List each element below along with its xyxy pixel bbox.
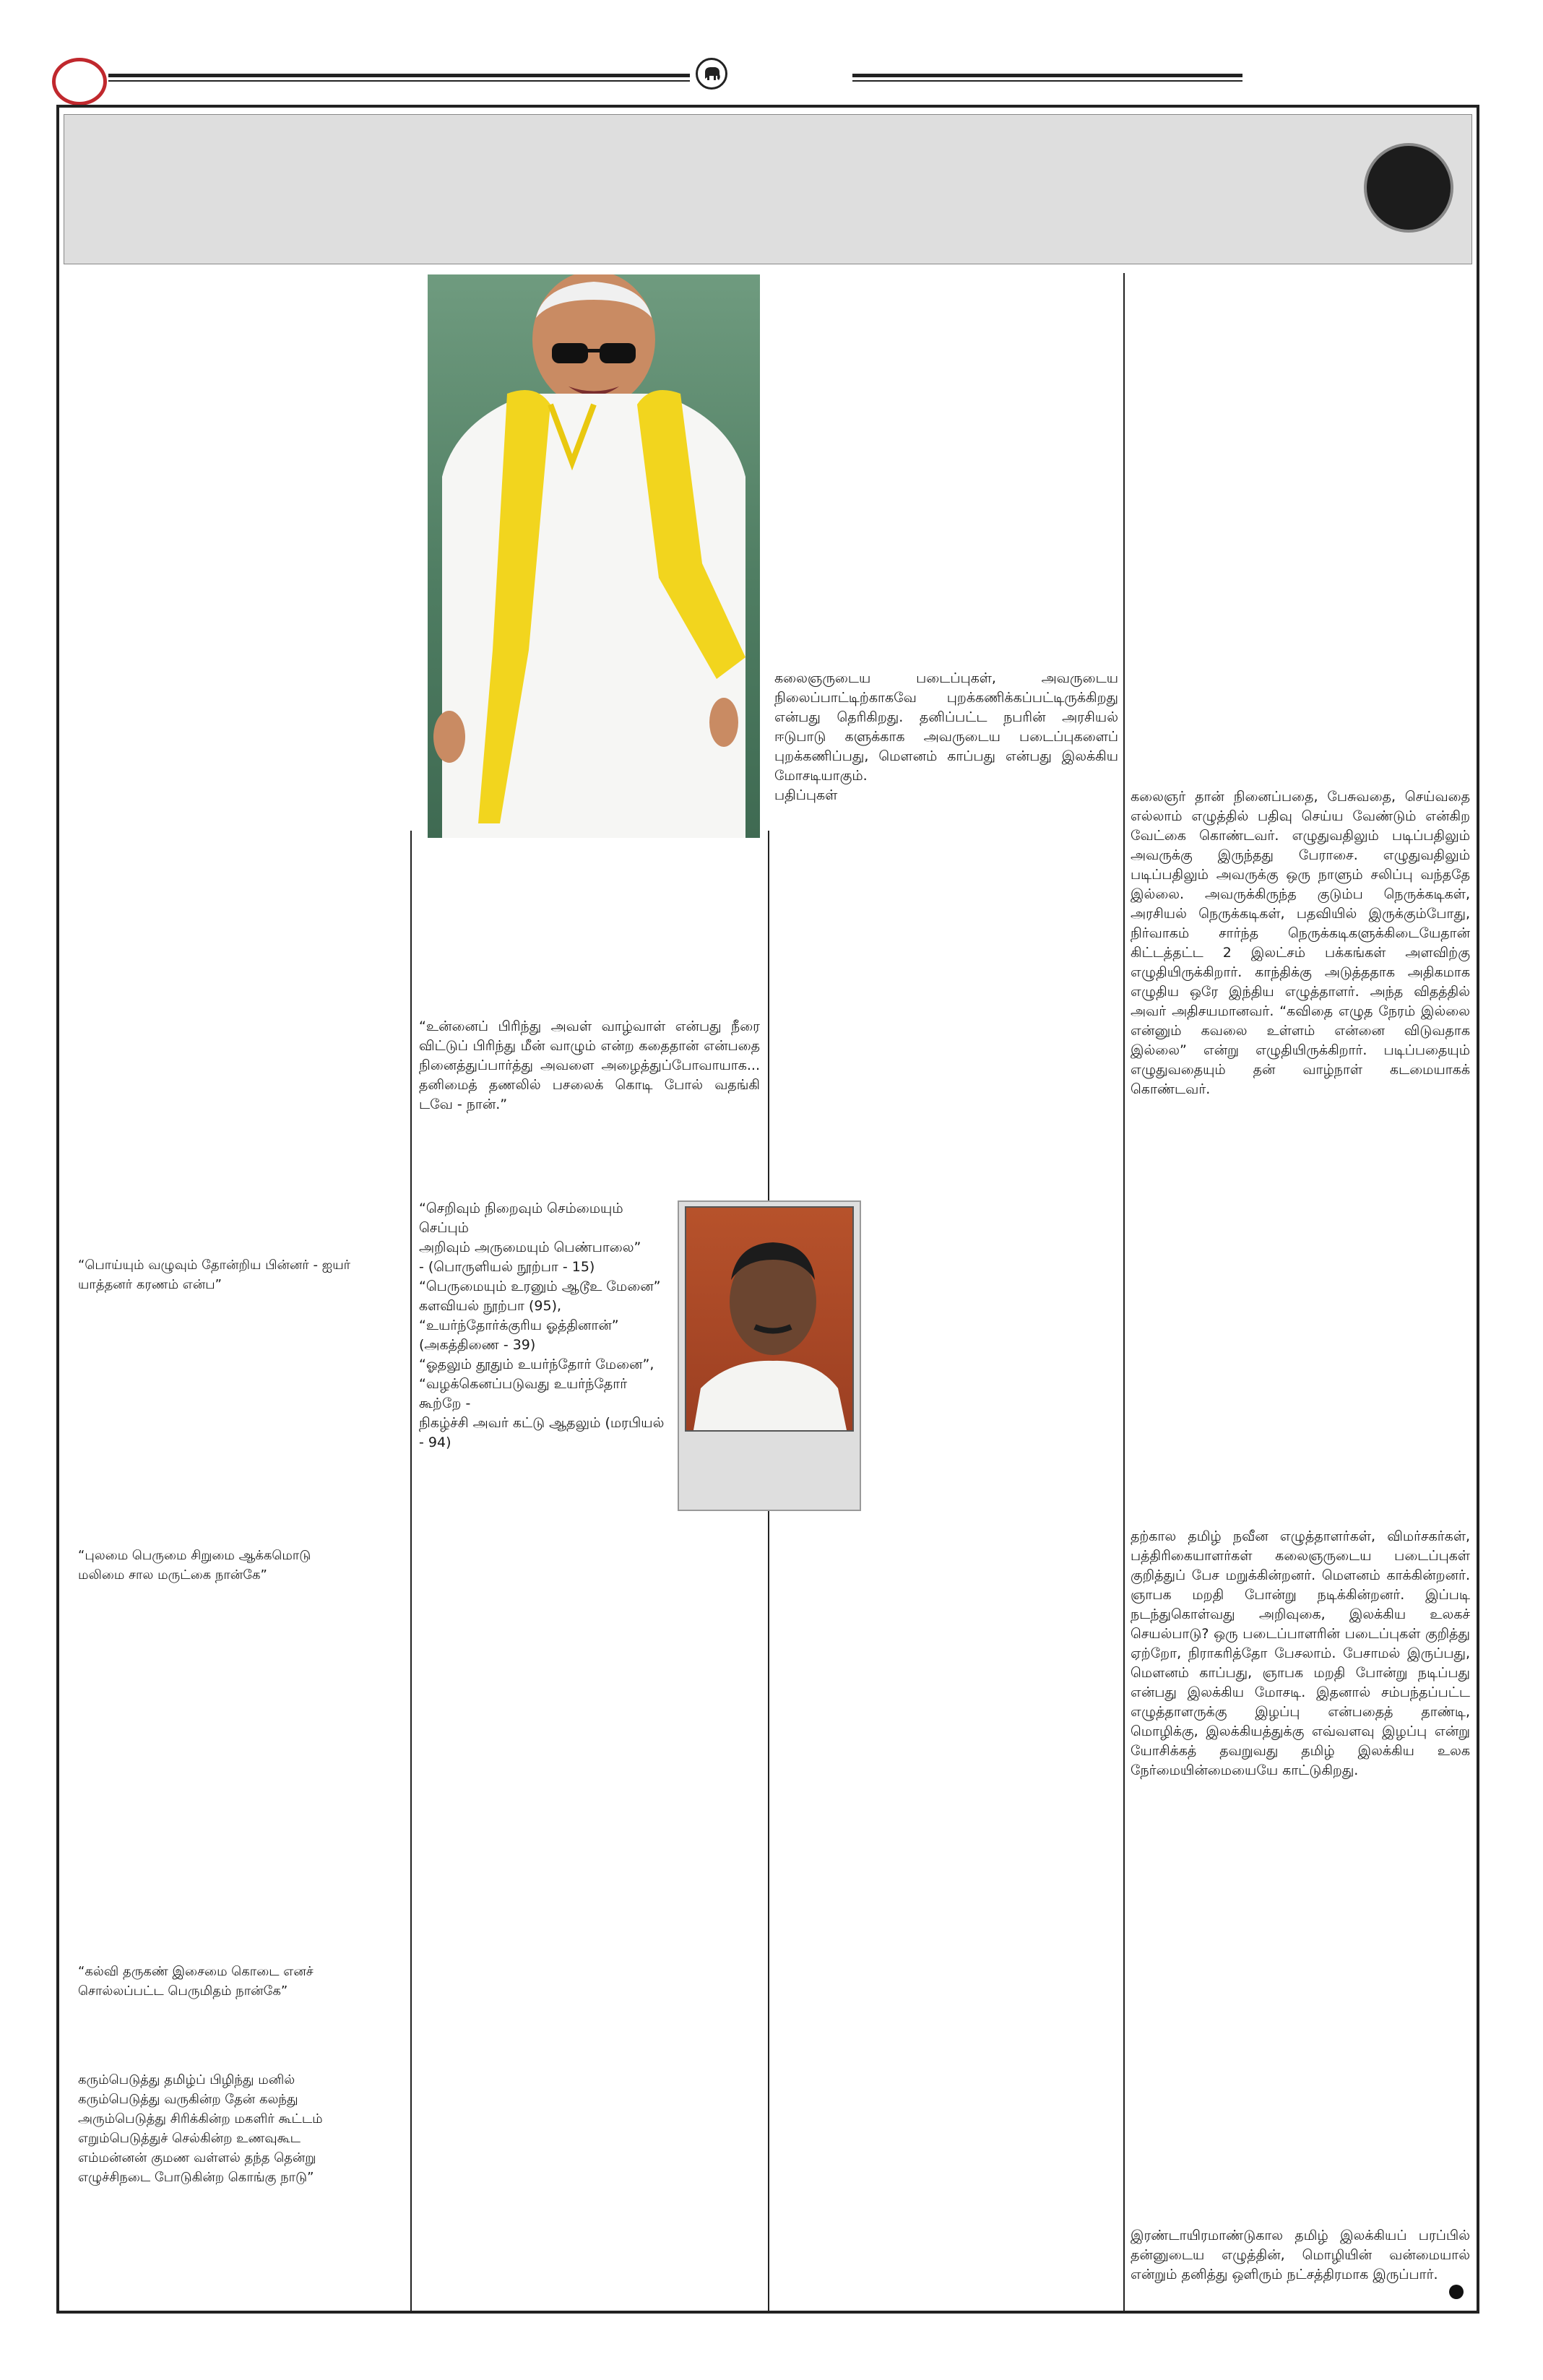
author-photo [685, 1206, 854, 1432]
leader-photo [428, 274, 760, 838]
header-rule-left-thin [108, 80, 690, 82]
title-banner [64, 114, 1472, 264]
elephant-emblem-icon [696, 58, 727, 90]
col2-quote-1: “உன்னைப் பிரிந்து அவள் வாழ்வாள் என்பது நீரை விட்டுப் பிரிந்து மீன் வாழும் என்ற கதைதான் என்பதை நினைத்துப்பார்த்து அவளை அழைத்துப்போவாயாக... தனிமைத் தணலில் பசலைக் கொடி போல் வதங்கி டவே - நான்.” [419, 1018, 760, 1112]
col4-paragraph-1: கலைஞர் தான் நினைப்பதை, பேசுவதை, செய்வதை எல்லாம் எழுத்தில் பதிவு செய்ய வேண்டும் என்கிற வேட்கை கொண்டவர். எழுதுவதிலும் படிப்பதிலும் அவருக்கு இருந்தது பேராசை. எழுதுவதிலும் படிப்பதிலும் அவருக்கு ஒரு நாளும் சலிப்பு வந்ததே இல்லை. அவருக்கிருந்த குடும்ப நெருக்கடிகள், அரசியல் நெருக்கடிகள், பதவியில் இருக்கும்போது, நிர்வாகம் சார்ந்த நெருக்கடிகளுக்கிடையேதான் கிட்டத்தட்ட 2 இலட்சம் பக்கங்கள் அளவிற்கு எழுதியிருக்கிறார். காந்திக்கு அடுத்ததாக அதிகமாக எழுதிய ஒரே இந்திய எழுத்தாளர். அந்த விதத்தில் அவர் அதிசயமானவர். “கவிதை எழுத நேரம் இல்லை என்னும் கவலை உள்ளம் என்னை விடுவதாக இல்லை” என்று எழுதியிருக்கிறார். படிப்பதையும் எழுதுவதையும் தன் வாழ்நாள் கடமையாகக் கொண்டவர். [1131, 789, 1470, 1097]
black-dot-icon [1449, 2285, 1464, 2299]
column-divider-2 [768, 831, 769, 2311]
col1-quote-1: “பொய்யும் வழுவும் தோன்றிய பின்னர் - ஐயர் யாத்தனர் கரணம் என்ப” [78, 1258, 351, 1292]
header-logo-ring [52, 58, 107, 105]
header-rule-left-thick [108, 74, 690, 77]
header-rule-right-thin [852, 80, 1242, 82]
black-circle-icon [1364, 143, 1453, 233]
col3-intro: கலைஞருடைய படைப்புகள், அவருடைய நிலைப்பாட்டிற்காகவே புறக்கணிக்கப்பட்டிருக்கிறது என்பது தெரிகிறது. தனிப்பட்ட நபரின் அரசியல் ஈடுபாடு களுக்காக அவருடைய படைப்புகளைப் புறக்கணிப்பது, மௌனம் காப்பது என்பது இலக்கிய மோசடியாகும். பதிப்புகள் [774, 670, 1118, 803]
col2-verse: “செறிவும் நிறைவும் செம்மையும் செப்பும் அறிவும் அருமையும் பெண்பாலை” - (பொருளியல் நூற்பா - 15) “பெருமையும் உரனும் ஆடூஉ மேனை” களவியல் நூற்பா (95), “உயர்ந்தோர்க்குரிய ஓத்தினான்” (அகத்திணை - 39) “ஓதலும் தூதும் உயர்ந்தோர் மேனை”, “வழக்கெனப்படுவது உயர்ந்தோர் கூற்றே - நிகழ்ச்சி அவர் கட்டு ஆதலும் (மரபியல் - 94) [419, 1200, 665, 1450]
col4-paragraph-3: இரண்டாயிரமாண்டுகால தமிழ் இலக்கியப் பரப்பில் தன்னுடைய எழுத்தின், மொழியின் வன்மையால் என்றும் தனித்து ஒளிரும் நட்சத்திரமாக இருப்பார். [1131, 2228, 1470, 2282]
column-divider-1 [410, 831, 412, 2311]
header-rule-right-thick [852, 74, 1242, 77]
col1-quote-2: “புலமை பெருமை சிறுமை ஆக்கமொடு மலிமை சால மருட்கை நான்கே” [78, 1548, 311, 1583]
col1-quote-4: கரும்பெடுத்து தமிழ்ப் பிழிந்து மனில் கரும்பெடுத்து வருகின்ற தேன் கலந்து அரும்பெடுத்து சிரிக்கின்ற மகளிர் கூட்டம் எறும்பெடுத்துச் செல்கின்ற உணவுகூட எம்மன்னன் குமண வள்ளல் தந்த தென்று எழுச்சிநடை போடுகின்ற கொங்கு நாடு” [78, 2072, 323, 2185]
col4-paragraph-2: தற்கால தமிழ் நவீன எழுத்தாளர்கள், விமர்சகர்கள், பத்திரிகையாளர்கள் கலைஞருடைய படைப்புகள் குறித்துப் பேச மறுக்கின்றனர். மௌனம் காக்கின்றனர். ஞாபக மறதி போன்று நடிக்கின்றனர். இப்படி நடந்துகொள்வது அறிவுகை, இலக்கிய உலகச் செயல்பாடு? ஒரு படைப்பாளரின் படைப்புகள் குறித்து ஏற்றோ, நிராகரித்தோ பேசலாம். பேசாமல் இருப்பது, மௌனம் காப்பது, ஞாபக மறதி போன்று நடிப்பது என்பது இலக்கிய மோசடி. இதனால் சம்பந்தப்பட்ட எழுத்தாளருக்கு இழப்பு என்பதைத் தாண்டி, மொழிக்கு, இலக்கியத்துக்கு எவ்வளவு இழப்பு என்று யோசிக்கத் தவறுவது தமிழ் இலக்கிய உலக நேர்மையின்மையையே காட்டுகிறது. [1131, 1528, 1470, 1778]
col1-quote-3: “கல்வி தருகண் இசைமை கொடை எனச் சொல்லப்பட்ட பெருமிதம் நான்கே” [78, 1964, 314, 1999]
column-divider-3 [1123, 273, 1125, 2311]
